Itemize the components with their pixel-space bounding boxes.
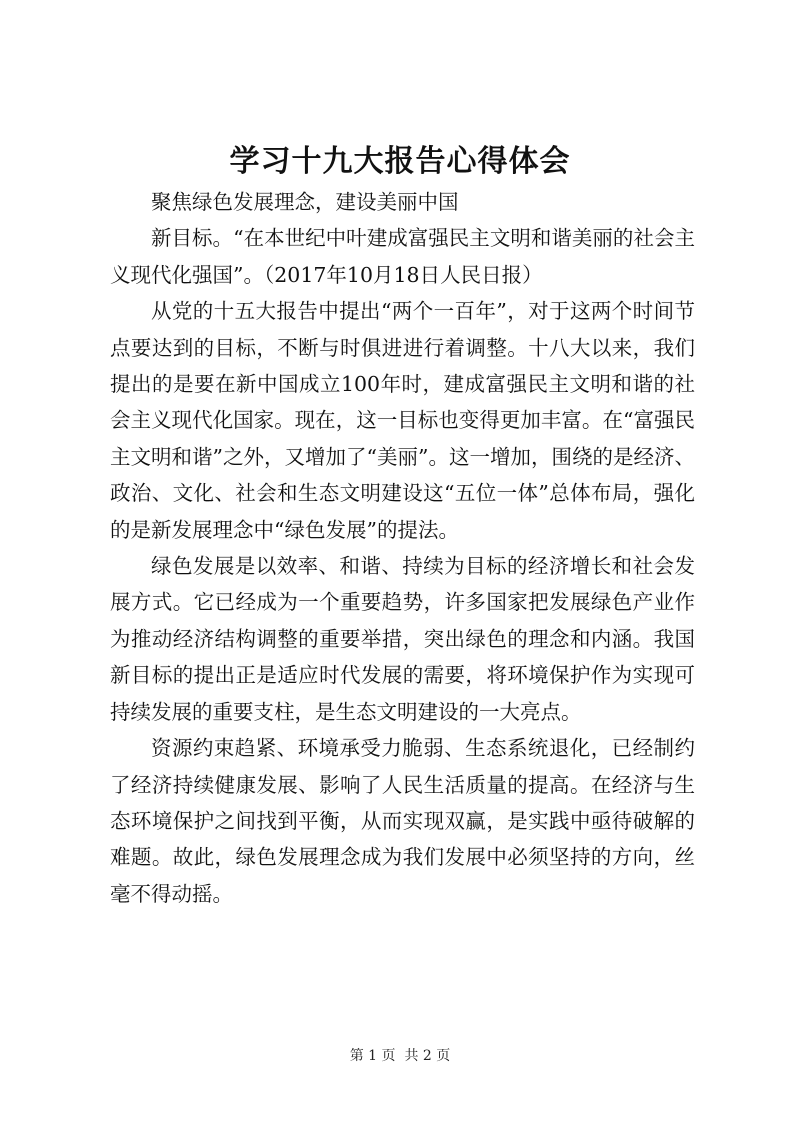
paragraph: 从党的十五大报告中提出“两个一百年”，对于这两个时间节点要达到的目标，不断与时俱进进行着调整。十八大以来，我们提出的是要在新中国成立100年时，建成富强民主文明和谐的社会主义现代化国家。现在，这一目标也变得更加丰富。在“富强民主文明和谐”之外，又增加了“美丽”。这一增加，围绕的是经济、政治、文化、社会和生态文明建设这“五位一体”总体布局，强化的是新发展理念中“绿色发展”的提法。 (110, 299, 695, 542)
document-title: 学习十九大报告心得体会 (229, 144, 571, 179)
page-footer (0, 1046, 800, 1066)
paragraph: 资源约束趋紧、环境承受力脆弱、生态系统退化，已经制约了经济持续健康发展、影响了人民生活质量的提高。在经济与生态环境保护之间找到平衡，从而实现双赢，是实践中亟待破解的难题。故此，绿色发展理念成为我们发展中必须坚持的方向，丝毫不得动摇。 (110, 736, 695, 906)
document-body (110, 184, 695, 912)
page-number: 第 1 页 共 2 页 (349, 1048, 451, 1064)
paragraph: 新目标。“在本世纪中叶建成富强民主文明和谐美丽的社会主义现代化强国”。（2017年10月18日人民日报） (110, 226, 695, 287)
paragraph: 绿色发展是以效率、和谐、持续为目标的经济增长和社会发展方式。它已经成为一个重要趋势，许多国家把发展绿色产业作为推动经济结构调整的重要举措，突出绿色的理念和内涵。我国新目标的提出正是适应时代发展的需要，将环境保护作为实现可持续发展的重要支柱，是生态文明建设的一大亮点。 (110, 554, 695, 724)
paragraph-subtitle: 聚焦绿色发展理念，建设美丽中国 (151, 190, 459, 214)
